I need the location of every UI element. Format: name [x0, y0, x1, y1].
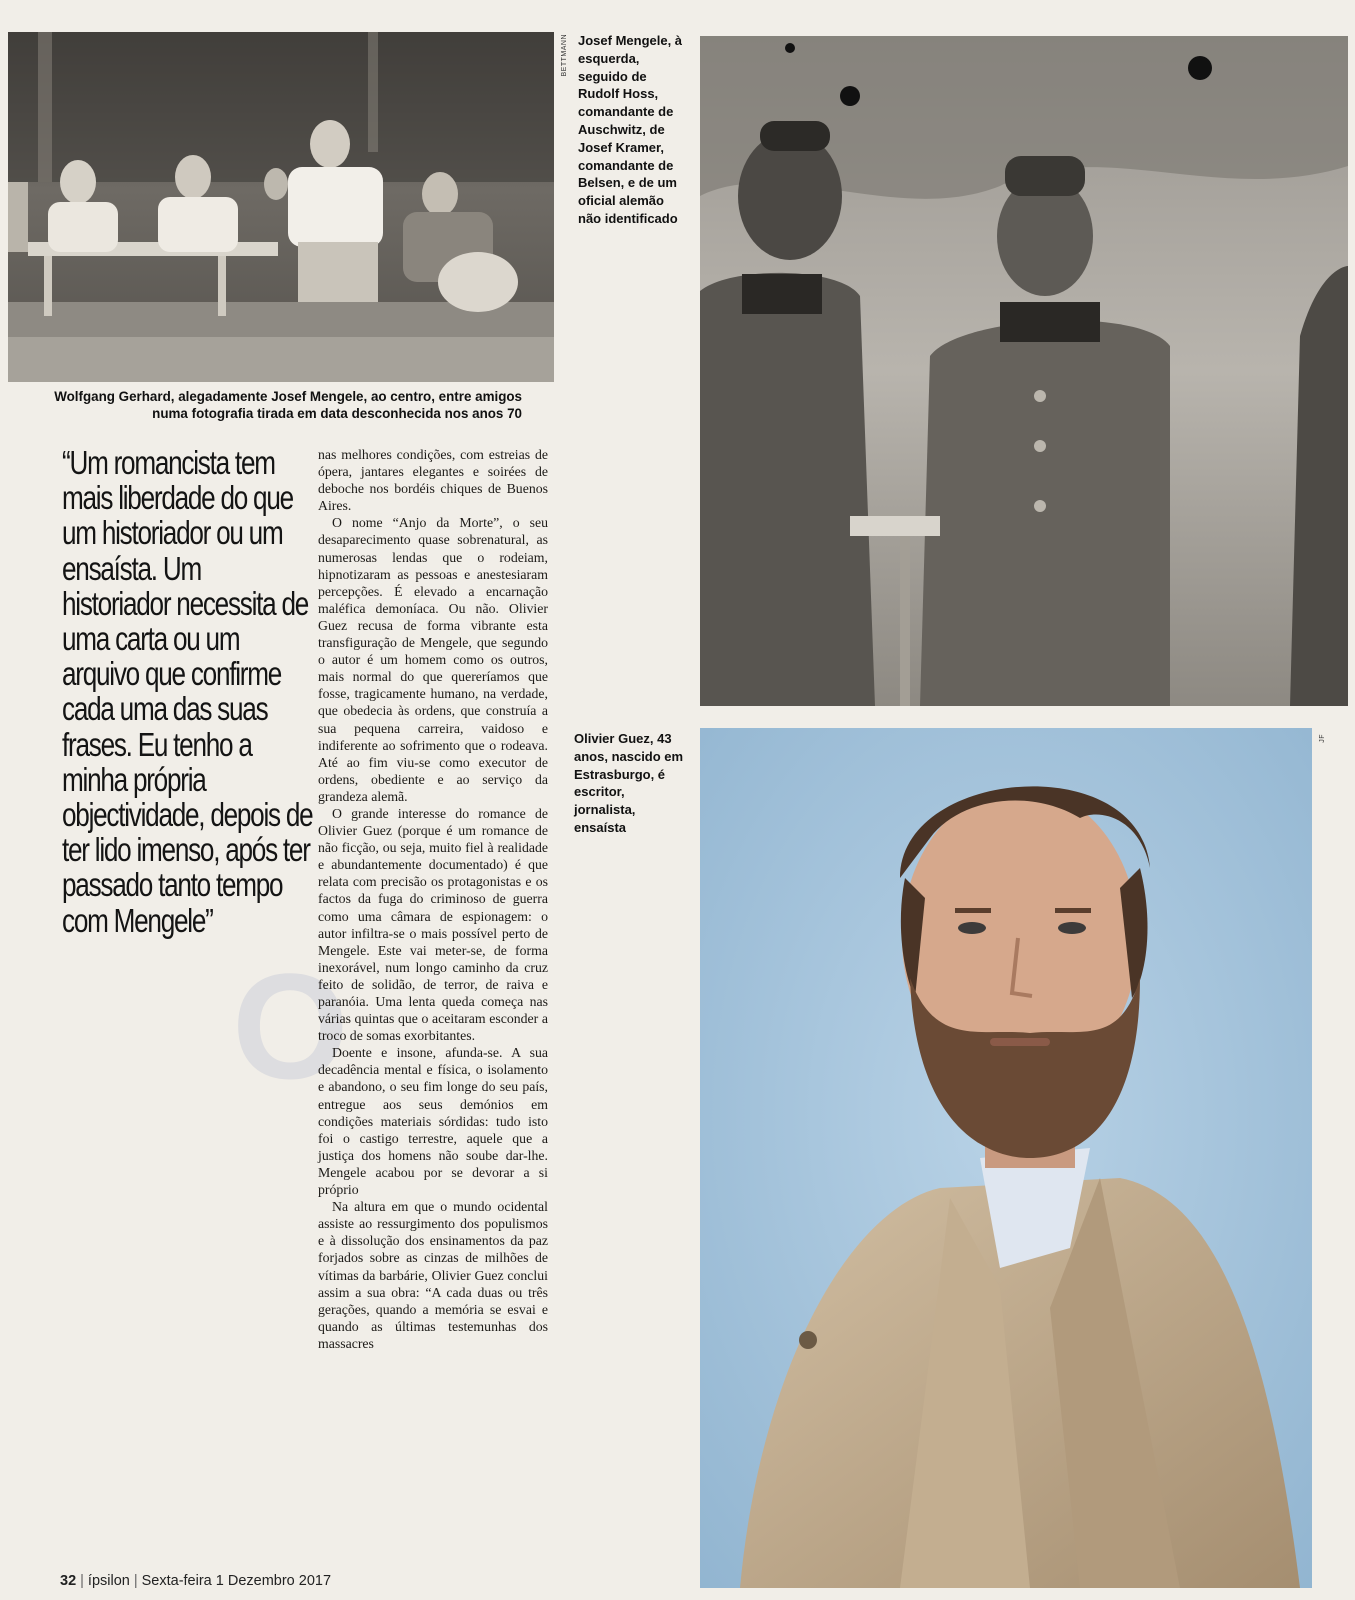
photo-portrait-olivier-guez [700, 728, 1312, 1588]
article-paragraph: nas melhores condições, com estreias de ópera, jantares elegantes e soirées de deboche nos bordéis chiques de Buenos Aires. [318, 447, 548, 514]
photo-group-picnic [8, 32, 554, 382]
publication-name: ípsilon [87, 1573, 130, 1589]
caption-officers-photo: Josef Mengele, à esquerda, seguido de Rudolf Hoss, comandante de Auschwitz, de Josef Kramer, comandante de Belsen, e de um oficial alemão não identificado [578, 33, 683, 226]
show-through-letter: O [232, 942, 349, 1110]
article-body [318, 446, 548, 1352]
caption-group-photo: Wolfgang Gerhard, alegadamente Josef Mengele, ao centro, entre amigos numa fotografia tirada em data desconhecida nos anos 70 [54, 389, 522, 421]
issue-date: Sexta-feira 1 Dezembro 2017 [141, 1573, 332, 1589]
pull-quote: “Um romancista tem mais liberdade do que um historiador ou um ensaísta. Um historiador necessita de uma carta ou um arquivo que confirme cada uma das suas frases. Eu tenho a minha própria objectividade, depois de ter lido imenso, após ter passado tanto tempo com Mengele” [62, 445, 313, 940]
article-paragraph: Doente e insone, afunda-se. A sua decadência mental e física, o isolamento e abandono, o seu fim longe do seu país, entregue aos seus demónios em condições materiais sórdidas: tudo isto foi o castigo terrestre, aquele que a justiça dos homens não soube dar-lhe. Mengele acabou por se devorar a si próprio [318, 1045, 548, 1198]
article-paragraph: O grande interesse do romance de Olivier Guez (porque é um romance de não ficção, ou seja, muito fiel à realidade e abundantemente documentado) é que relata com precisão os protagonistas e os factos da fuga do criminoso de guerra como uma câmara de espionagem: o autor infiltra-se o mais possível perto de Mengele. Este vai meter-se, de forma inexorável, num longo caminho da cruz feito de solidão, de terror, de raiva e paranóia. Uma lenta queda começa nas várias quintas que o aceitaram esconder a troco de somas exorbitantes. [318, 805, 548, 1044]
article-paragraph: O nome “Anjo da Morte”, o seu desaparecimento quase sobrenatural, as numerosas lendas que o rodeiam, hipnotizaram as pessoas e anestesiaram percepções. É elevado a encarnação maléfica demoníaca. Ou não. Olivier Guez recusa de forma vibrante esta transfiguração de Mengele, que segundo o autor é um homem como os outros, mais normal do que quereríamos que fosse, tragicamente humano, na verdade, que obedecia às ordens, que construía a sua pequena carreira, vaidoso e indiferente ao sofrimento que o rodeava. Até ao fim viu-se como executor de ordens, obediente e ao serviço da grandeza alemã. [318, 515, 548, 804]
caption-portrait-photo: Olivier Guez, 43 anos, nascido em Estrasburgo, é escritor, jornalista, ensaísta [574, 731, 684, 835]
photo-credit-officers: BETTMANN [561, 34, 568, 77]
page-footer: 32 | ípsilon | Sexta-feira 1 Dezembro 2017 [60, 1573, 332, 1589]
photo-credit-portrait: JF [1319, 734, 1326, 743]
photo-officers [700, 36, 1348, 706]
page-number: 32 [60, 1573, 77, 1589]
article-paragraph: Na altura em que o mundo ocidental assiste ao ressurgimento dos populismos e à dissolução dos ensinamentos da paz forjados sobre as cinzas de milhões de vítimas da barbárie, Olivier Guez conclui assim a sua obra: “A cada duas ou três gerações, quando a memória se esvai e quando as últimas testemunhas dos massacres [318, 1199, 548, 1351]
